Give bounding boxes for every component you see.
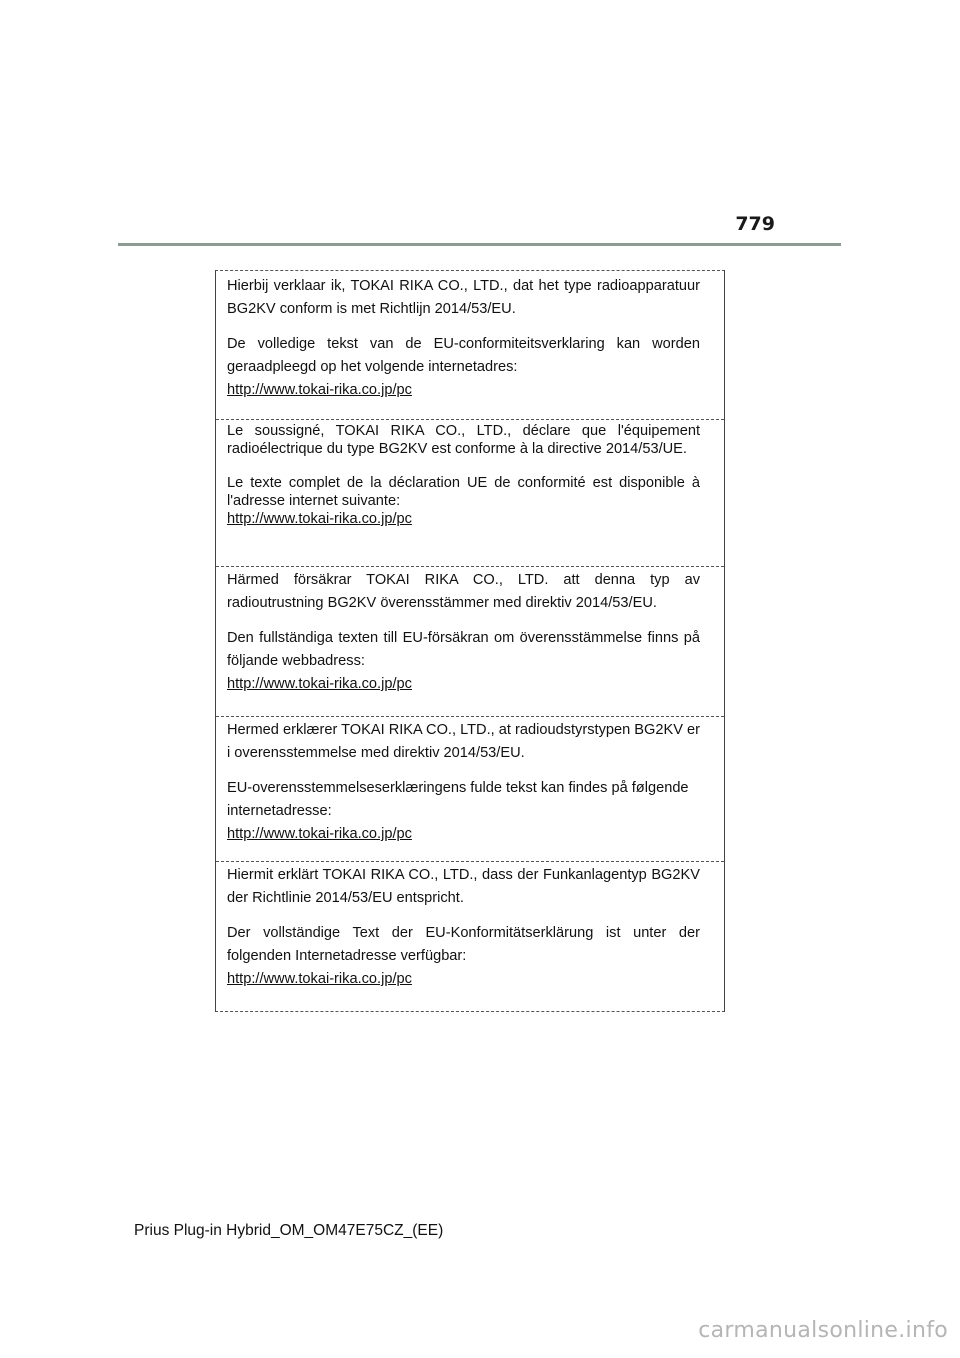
watermark-text: carmanualsonline.info <box>698 1318 948 1343</box>
declaration-german-lead: Hiermit erklärt TOKAI RIKA CO., LTD., dass der Funkanlagentyp BG2KV der Richtlinie 2014/53/EU entspricht. <box>227 867 700 906</box>
declaration-french-lead: Le soussigné, TOKAI RIKA CO., LTD., déclare que l'équipement radioélectrique du type BG2KV est conforme à la directive 2014/53/UE. <box>227 423 700 457</box>
declaration-french-body-text: Le texte complet de la déclaration UE de conformité est disponible à l'adresse internet suivante: <box>227 475 700 509</box>
declaration-dutch-body <box>227 333 700 402</box>
declaration-swedish-url[interactable]: http://www.tokai-rika.co.jp/pc <box>227 676 412 692</box>
declaration-swedish-body-text: Den fullständiga texten till EU-försäkran om överensstämmelse finns på följande webbadress: <box>227 630 700 669</box>
declaration-dutch <box>216 271 724 420</box>
page-number: 779 <box>735 213 775 235</box>
declaration-danish-body <box>227 777 700 846</box>
declaration-danish-body-text: EU-overensstemmelseserklæringens fulde tekst kan findes på følgende internetadresse: <box>227 780 689 819</box>
header-rule <box>118 243 841 246</box>
declaration-french-url[interactable]: http://www.tokai-rika.co.jp/pc <box>227 511 412 527</box>
declaration-french-body <box>227 474 700 528</box>
declaration-french <box>216 420 724 567</box>
declaration-dutch-lead: Hierbij verklaar ik, TOKAI RIKA CO., LTD., dat het type radioapparatuur BG2KV conform is met Richtlijn 2014/53/EU. <box>227 278 700 317</box>
declaration-german-url[interactable]: http://www.tokai-rika.co.jp/pc <box>227 971 412 987</box>
declaration-dutch-body-text: De volledige tekst van de EU-conformiteitsverklaring kan worden geraadpleegd op het volgende internetadres: <box>227 336 700 375</box>
declaration-german-body <box>227 922 700 991</box>
declaration-swedish-lead: Härmed försäkrar TOKAI RIKA CO., LTD. att denna typ av radioutrustning BG2KV överensstämmer med direktiv 2014/53/EU. <box>227 572 700 611</box>
declaration-danish-lead: Hermed erklærer TOKAI RIKA CO., LTD., at radioudstyrstypen BG2KV er i overensstemmelse med direktiv 2014/53/EU. <box>227 722 700 761</box>
declaration-danish-url[interactable]: http://www.tokai-rika.co.jp/pc <box>227 826 412 842</box>
declaration-swedish-body <box>227 627 700 696</box>
footer-document-id: Prius Plug-in Hybrid_OM_OM47E75CZ_(EE) <box>134 1222 444 1239</box>
declaration-box <box>215 270 725 1012</box>
declaration-dutch-url[interactable]: http://www.tokai-rika.co.jp/pc <box>227 382 412 398</box>
declaration-swedish <box>216 567 724 717</box>
declaration-danish <box>216 717 724 862</box>
declaration-german <box>216 862 724 1012</box>
declaration-german-body-text: Der vollständige Text der EU-Konformitätserklärung ist unter der folgenden Internetadresse verfügbar: <box>227 925 700 964</box>
